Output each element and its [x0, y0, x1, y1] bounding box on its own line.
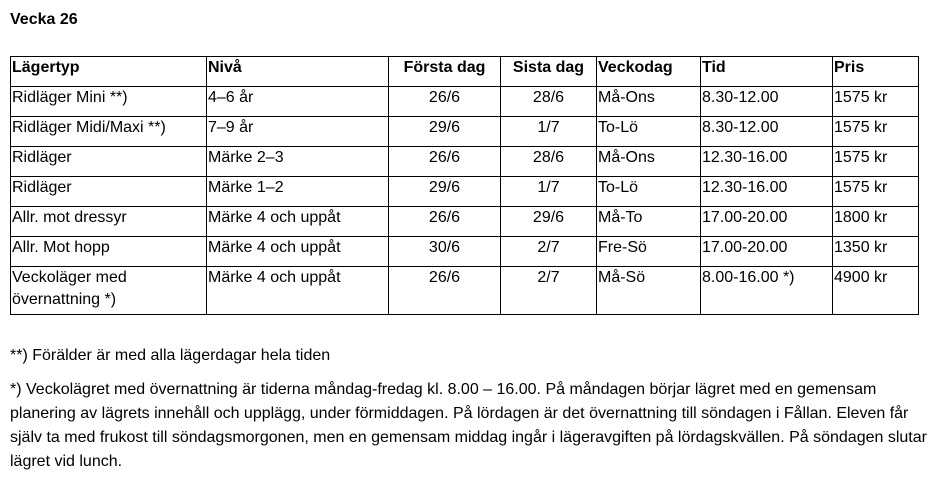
cell-forsta-dag: 26/6: [389, 207, 501, 237]
table-row: [11, 87, 919, 117]
footnote-double-star: **) Förälder är med alla lägerdagar hela tiden: [10, 347, 331, 364]
cell-veckodag: Må-Sö: [597, 267, 701, 315]
cell-veckodag: Må-Ons: [597, 147, 701, 177]
column-header-pris: Pris: [833, 57, 919, 87]
cell-niva: 7–9 år: [207, 117, 389, 147]
cell-niva: Märke 4 och uppåt: [207, 267, 389, 315]
cell-veckodag: Fre-Sö: [597, 237, 701, 267]
table-row: [11, 177, 919, 207]
cell-forsta-dag: 26/6: [389, 267, 501, 315]
camp-schedule-table: [10, 56, 919, 315]
cell-veckodag: To-Lö: [597, 117, 701, 147]
cell-lagertyp: Ridläger: [11, 147, 207, 177]
table-header-row: [11, 57, 919, 87]
page-heading: Vecka 26: [10, 11, 78, 28]
cell-tid: 8.30-12.00: [701, 117, 833, 147]
cell-pris: 1575 kr: [833, 147, 919, 177]
cell-lagertyp: Allr. mot dressyr: [11, 207, 207, 237]
table-row: [11, 267, 919, 315]
cell-niva: Märke 1–2: [207, 177, 389, 207]
cell-forsta-dag: 26/6: [389, 87, 501, 117]
column-header-forsta-dag: Första dag: [389, 57, 501, 87]
table-row: [11, 117, 919, 147]
cell-tid: 12.30-16.00: [701, 147, 833, 177]
column-header-veckodag: Veckodag: [597, 57, 701, 87]
cell-sista-dag: 28/6: [501, 147, 597, 177]
cell-veckodag: To-Lö: [597, 177, 701, 207]
cell-forsta-dag: 29/6: [389, 177, 501, 207]
cell-pris: 1575 kr: [833, 177, 919, 207]
cell-forsta-dag: 29/6: [389, 117, 501, 147]
cell-tid: 17.00-20.00: [701, 207, 833, 237]
cell-niva: 4–6 år: [207, 87, 389, 117]
cell-tid: 17.00-20.00: [701, 237, 833, 267]
table-row: [11, 237, 919, 267]
footnote-single-star: *) Veckolägret med övernattning är tiderna måndag-fredag kl. 8.00 – 16.00. På måndagen börjar lägret med en gemensam planering av lägrets innehåll och upplägg, under förmiddagen. På lördagen är det övernattning till söndagen i Fållan. Eleven får själv ta med frukost till söndagsmorgonen, men en gemensam middag ingår i lägeravgiften på lördagskvällen. På söndagen slutar lägret vid lunch.: [10, 381, 927, 470]
table-row: [11, 147, 919, 177]
cell-sista-dag: 1/7: [501, 177, 597, 207]
cell-pris: 1800 kr: [833, 207, 919, 237]
cell-sista-dag: 2/7: [501, 267, 597, 315]
cell-sista-dag: 1/7: [501, 117, 597, 147]
cell-sista-dag: 29/6: [501, 207, 597, 237]
column-header-lagertyp: Lägertyp: [11, 57, 207, 87]
cell-tid: 8.00-16.00 *): [701, 267, 833, 315]
cell-lagertyp: Allr. Mot hopp: [11, 237, 207, 267]
column-header-tid: Tid: [701, 57, 833, 87]
cell-sista-dag: 2/7: [501, 237, 597, 267]
cell-sista-dag: 28/6: [501, 87, 597, 117]
cell-forsta-dag: 26/6: [389, 147, 501, 177]
cell-niva: Märke 4 och uppåt: [207, 207, 389, 237]
cell-pris: 1575 kr: [833, 87, 919, 117]
cell-pris: 1350 kr: [833, 237, 919, 267]
cell-veckodag: Må-Ons: [597, 87, 701, 117]
cell-pris: 1575 kr: [833, 117, 919, 147]
table-row: [11, 207, 919, 237]
cell-veckodag: Må-To: [597, 207, 701, 237]
cell-niva: Märke 4 och uppåt: [207, 237, 389, 267]
cell-lagertyp: Ridläger Mini **): [11, 87, 207, 117]
cell-niva: Märke 2–3: [207, 147, 389, 177]
column-header-niva: Nivå: [207, 57, 389, 87]
cell-pris: 4900 kr: [833, 267, 919, 315]
column-header-sista-dag: Sista dag: [501, 57, 597, 87]
cell-lagertyp: Ridläger: [11, 177, 207, 207]
cell-forsta-dag: 30/6: [389, 237, 501, 267]
cell-lagertyp: Ridläger Midi/Maxi **): [11, 117, 207, 147]
cell-tid: 8.30-12.00: [701, 87, 833, 117]
cell-lagertyp: Veckoläger med övernattning *): [11, 267, 207, 315]
cell-tid: 12.30-16.00: [701, 177, 833, 207]
